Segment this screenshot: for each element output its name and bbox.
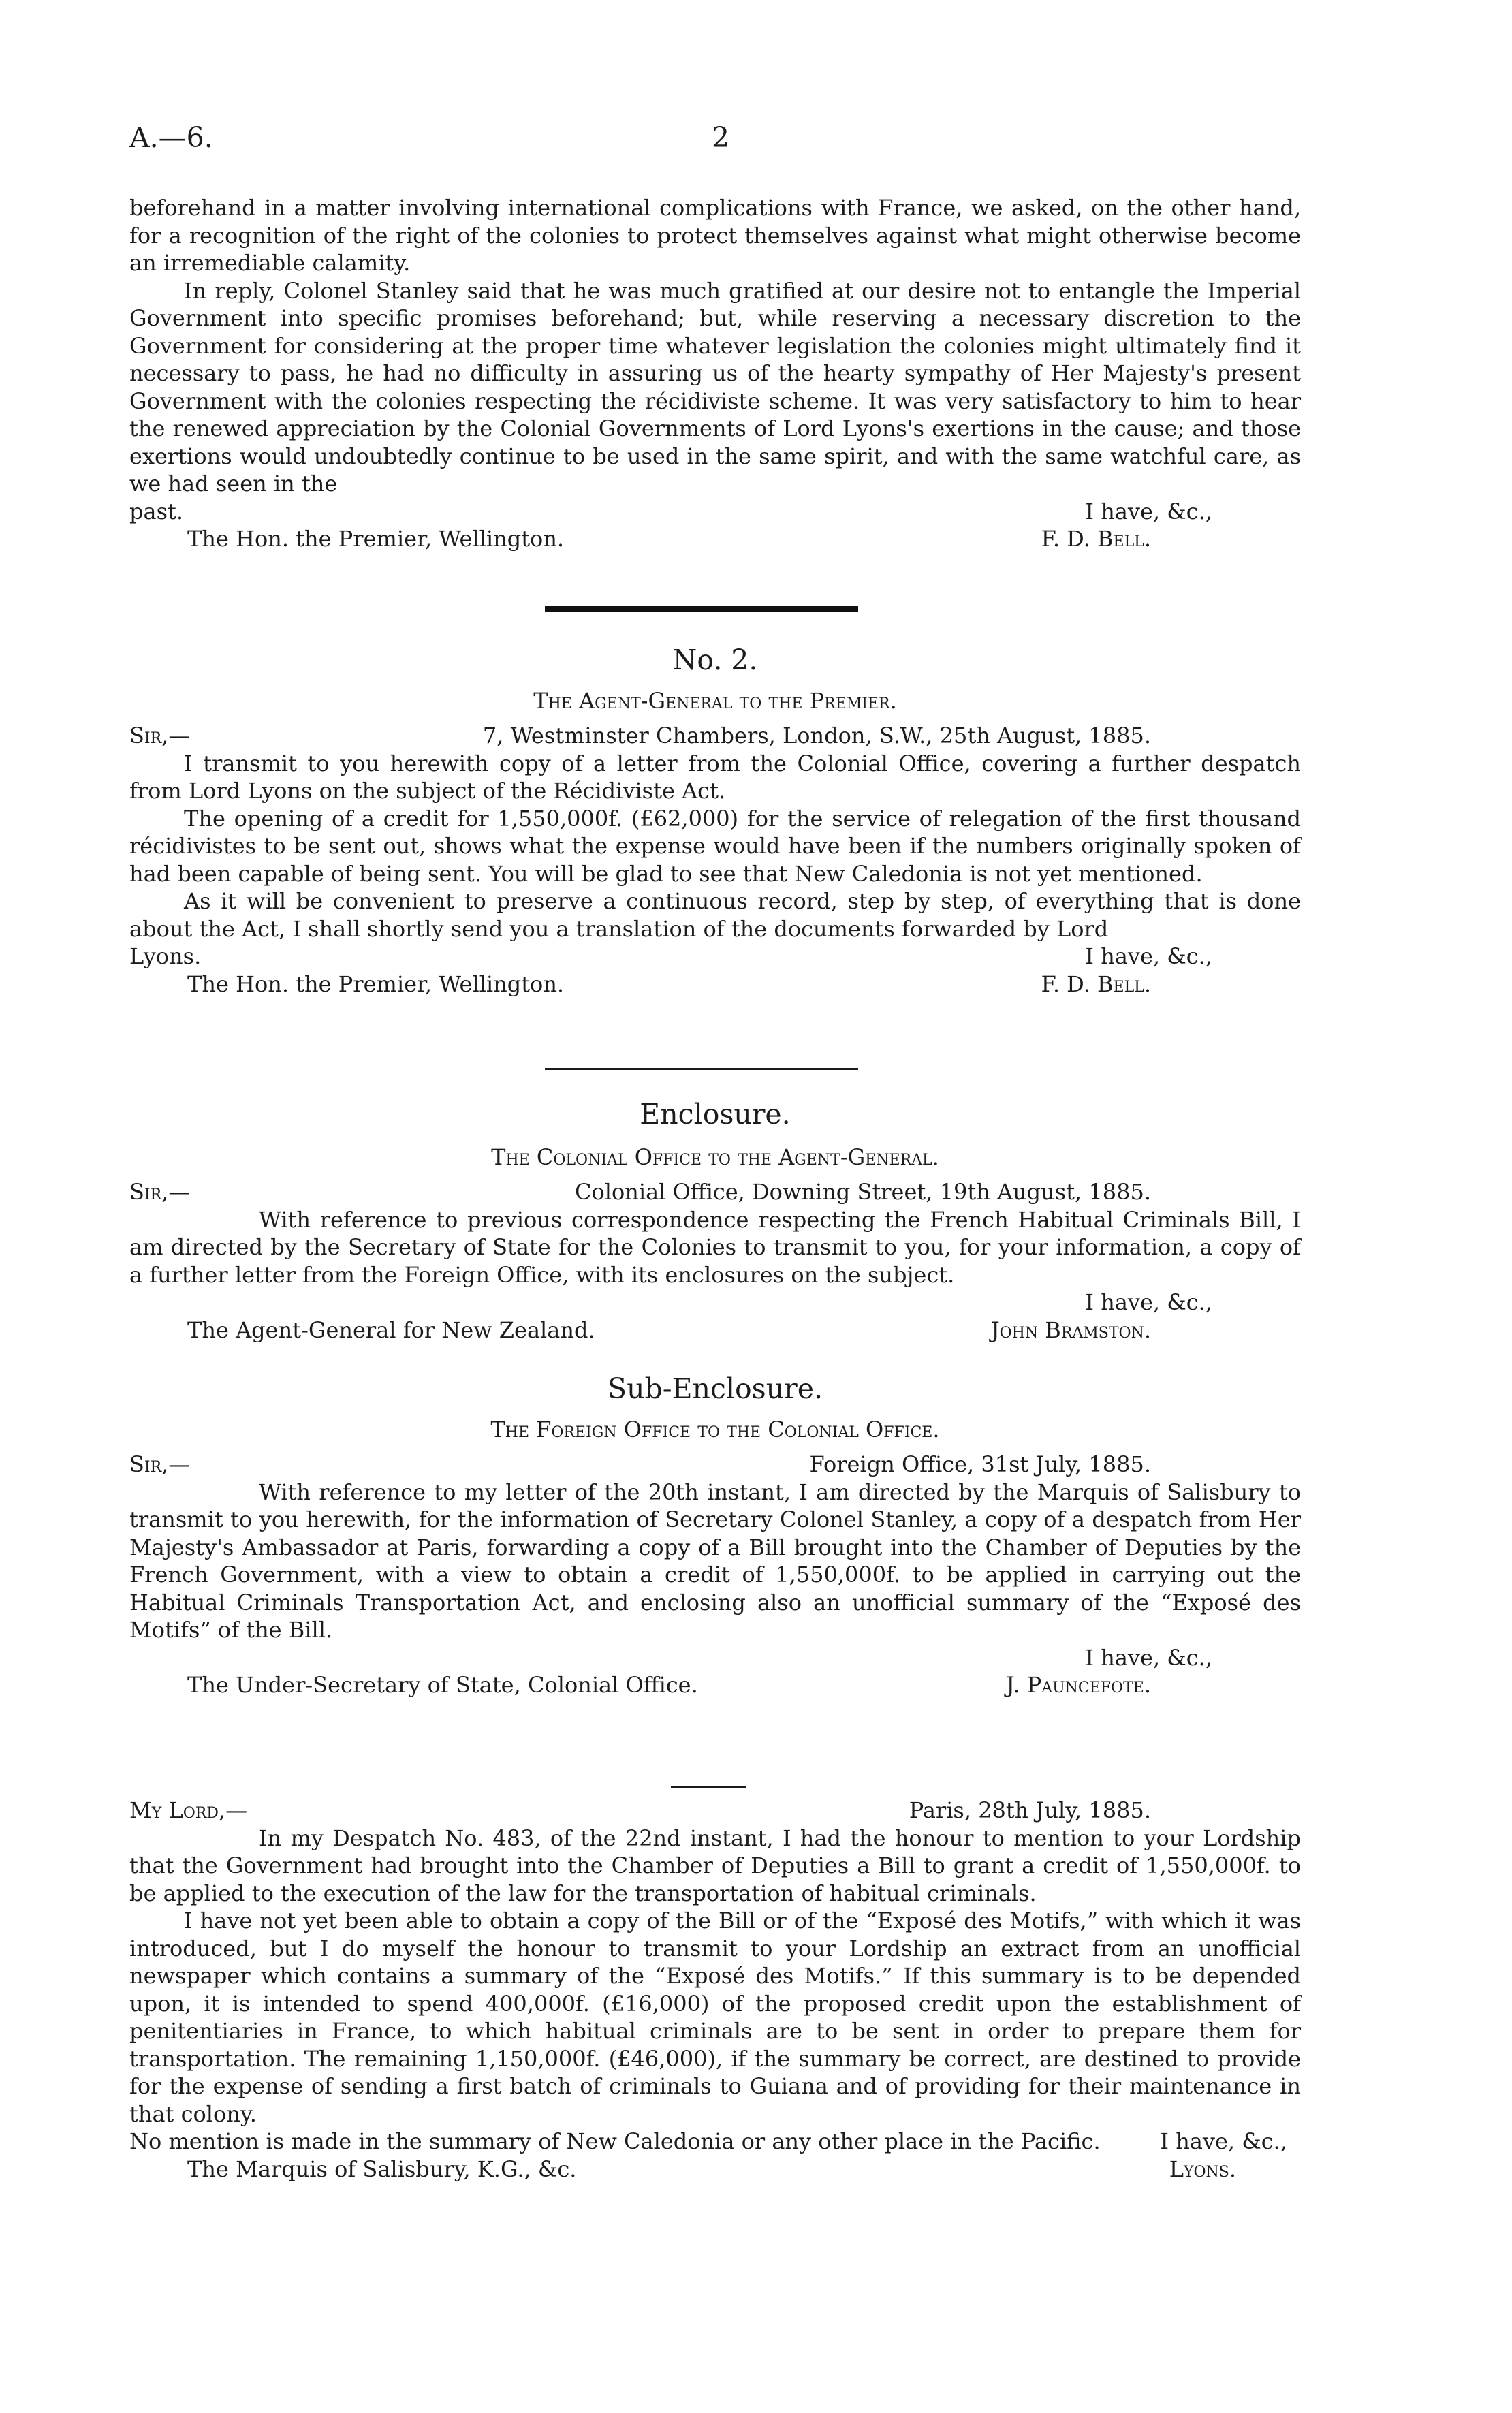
despatch-paragraph-1: In my Despatch No. 483, of the 22nd instant, I had the honour to mention to your Lordship that the Government had brought into the Chamber of Deputies a Bill to grant a credit of 1,550,000f. to be applied to the execution of the law for the transportation of habitual criminals. [129, 1825, 1301, 1906]
no2-addressee: The Hon. the Premier, Wellington. [187, 971, 565, 997]
enclosure-subtitle: The Colonial Office to the Agent-General. [491, 1144, 939, 1170]
sub-enclosure-address: Foreign Office, 31st July, 1885. [809, 1451, 1151, 1477]
page-number: 2 [712, 121, 730, 154]
no2-signature: F. D. Bell. [1041, 971, 1151, 997]
despatch-paragraph-2: I have not yet been able to obtain a copy of the Bill or of the “Exposé des Motifs,” with which it was introduced, but I do myself the honour to transmit to your Lordship an extract from an unofficial newspaper which contains a summary of the “Exposé des Motifs.” If this summary is to be depended upon, it is intended to spend 400,000f. (£16,000) of the proposed credit upon the establishment of penitentiaries in France, to which habitual criminals are to be sent in order to prepare them for transportation. The remaining 1,150,000f. (£46,000), if the summary be correct, are destined to provide for the expense of sending a first batch of criminals to Guiana and of providing for their maintenance in that colony. [129, 1908, 1301, 2127]
enclosure-signature: John Bramston. [990, 1316, 1151, 1343]
enclosure-addressee: The Agent-General for New Zealand. [187, 1316, 595, 1343]
no2-address: 7, Westminster Chambers, London, S.W., 25th August, 1885. [482, 723, 1151, 748]
no2-closing-row [129, 943, 1301, 971]
enclosure-title: Enclosure. [640, 1098, 791, 1131]
intro-addressee: The Hon. the Premier, Wellington. [187, 526, 565, 552]
enclosure-paragraph-1: With reference to previous correspondence respecting the French Habitual Criminals Bill, I am directed by the Secretary of State for the Colonies to transmit to you, for your information, a copy of a further letter from the Foreign Office, with its enclosures on the subject. [129, 1206, 1301, 1288]
intro-paragraph-2: In reply, Colonel Stanley said that he was much gratified at our desire not to entangle the Imperial Government into specific promises beforehand; but, while reserving a necessary discretion to the Government for considering at the proper time whatever legislation the colonies might ultimately find it necessary to pass, he had no difficulty in assuring us of the hearty sympathy of Her Majesty's present Government with the colonies respecting the récidiviste scheme. It was very satisfactory to him to hear the renewed appreciation by the Colonial Governments of Lord Lyons's exertions in the cause; and those exertions would undoubtedly continue to be used in the same spirit, and with the same watchful care, as we had seen in the [129, 277, 1301, 496]
enclosure-salutation: Sir,— [129, 1179, 191, 1205]
despatch-closing-row [129, 2128, 1301, 2156]
document-reference: A.—6. [129, 121, 213, 154]
sub-enclosure-addressee: The Under-Secretary of State, Colonial Office. [187, 1672, 698, 1698]
enclosure-closing-row [129, 1289, 1301, 1316]
sub-enclosure-closing: I have, &c., [1085, 1644, 1212, 1671]
despatch-section [129, 1797, 1301, 2183]
enclosure-section [129, 1178, 1301, 1344]
sub-enclosure-signature-row [129, 1671, 1301, 1699]
no2-salutation: Sir,— [129, 723, 191, 748]
sub-enclosure-title: Sub-Enclosure. [607, 1372, 823, 1405]
sub-enclosure-section [129, 1451, 1301, 1699]
despatch-signature-row [129, 2156, 1301, 2183]
sub-enclosure-salutation: Sir,— [129, 1451, 191, 1477]
despatch-salutation-row [129, 1797, 1301, 1825]
despatch-signature: Lyons. [1169, 2156, 1236, 2182]
no2-signature-row [129, 971, 1301, 998]
short-divider [671, 1786, 746, 1788]
intro-closing-row [129, 498, 1301, 526]
intro-paragraph-1: beforehand in a matter involving international complications with France, we asked, on the other hand, for a recognition of the right of the colonies to protect themselves against what might otherwise become an irremediable calamity. [129, 195, 1301, 276]
sub-enclosure-paragraph-1: With reference to my letter of the 20th instant, I am directed by the Marquis of Salisbury to transmit to you herewith, for the information of Secretary Colonel Stanley, a copy of a despatch from Her Majesty's Ambassador at Paris, forwarding a copy of a Bill brought into the Chamber of Deputies by the French Government, with a view to obtain a credit of 1,550,000f. to be applied in carrying out the Habitual Criminals Transportation Act, and enclosing also an unofficial summary of the “Exposé des Motifs” of the Bill. [129, 1479, 1301, 1643]
despatch-addressee: The Marquis of Salisbury, K.G., &c. [187, 2156, 577, 2182]
section-divider-thick [545, 606, 858, 612]
enclosure-closing: I have, &c., [1085, 1289, 1212, 1315]
sub-enclosure-signature: J. Pauncefote. [1006, 1672, 1151, 1698]
intro-closing: I have, &c., [1085, 498, 1212, 524]
page-header [129, 121, 1301, 162]
intro-section [129, 194, 1301, 553]
enclosure-address: Colonial Office, Downing Street, 19th August, 1885. [575, 1179, 1151, 1205]
intro-signature-row [129, 525, 1301, 553]
sub-enclosure-salutation-row [129, 1451, 1301, 1479]
intro-last-line: past. [129, 498, 184, 524]
no2-paragraph-3: As it will be convenient to preserve a continuous record, step by step, of everything that is done about the Act, I shall shortly send you a translation of the documents forwarded by Lord [129, 888, 1301, 942]
no2-salutation-row [129, 722, 1301, 750]
no2-paragraph-2: The opening of a credit for 1,550,000f. (£62,000) for the service of relegation of the first thousand récidivistes to be sent out, shows what the expense would have been if the numbers originally spoken of had been capable of being sent. You will be glad to see that New Caledonia is not yet mentioned. [129, 805, 1301, 887]
no2-subtitle: The Agent-General to the Premier. [533, 688, 897, 714]
intro-signature: F. D. Bell. [1041, 526, 1151, 552]
enclosure-salutation-row [129, 1178, 1301, 1206]
no2-closing: I have, &c., [1085, 943, 1212, 969]
sub-enclosure-closing-row [129, 1644, 1301, 1672]
section-divider [545, 1068, 858, 1070]
despatch-last-line: No mention is made in the summary of New Caledonia or any other place in the Pacific. [129, 2128, 1101, 2154]
despatch-address: Paris, 28th July, 1885. [909, 1797, 1151, 1823]
sub-enclosure-subtitle: The Foreign Office to the Colonial Office. [490, 1417, 940, 1442]
no2-section [129, 722, 1301, 998]
enclosure-signature-row [129, 1316, 1301, 1344]
despatch-salutation: My Lord,— [129, 1797, 248, 1823]
despatch-closing: I have, &c., [1160, 2128, 1287, 2154]
no2-last-line: Lyons. [129, 943, 202, 969]
no2-title: No. 2. [672, 644, 758, 676]
no2-paragraph-1: I transmit to you herewith copy of a letter from the Colonial Office, covering a further despatch from Lord Lyons on the subject of the Récidiviste Act. [129, 750, 1301, 804]
